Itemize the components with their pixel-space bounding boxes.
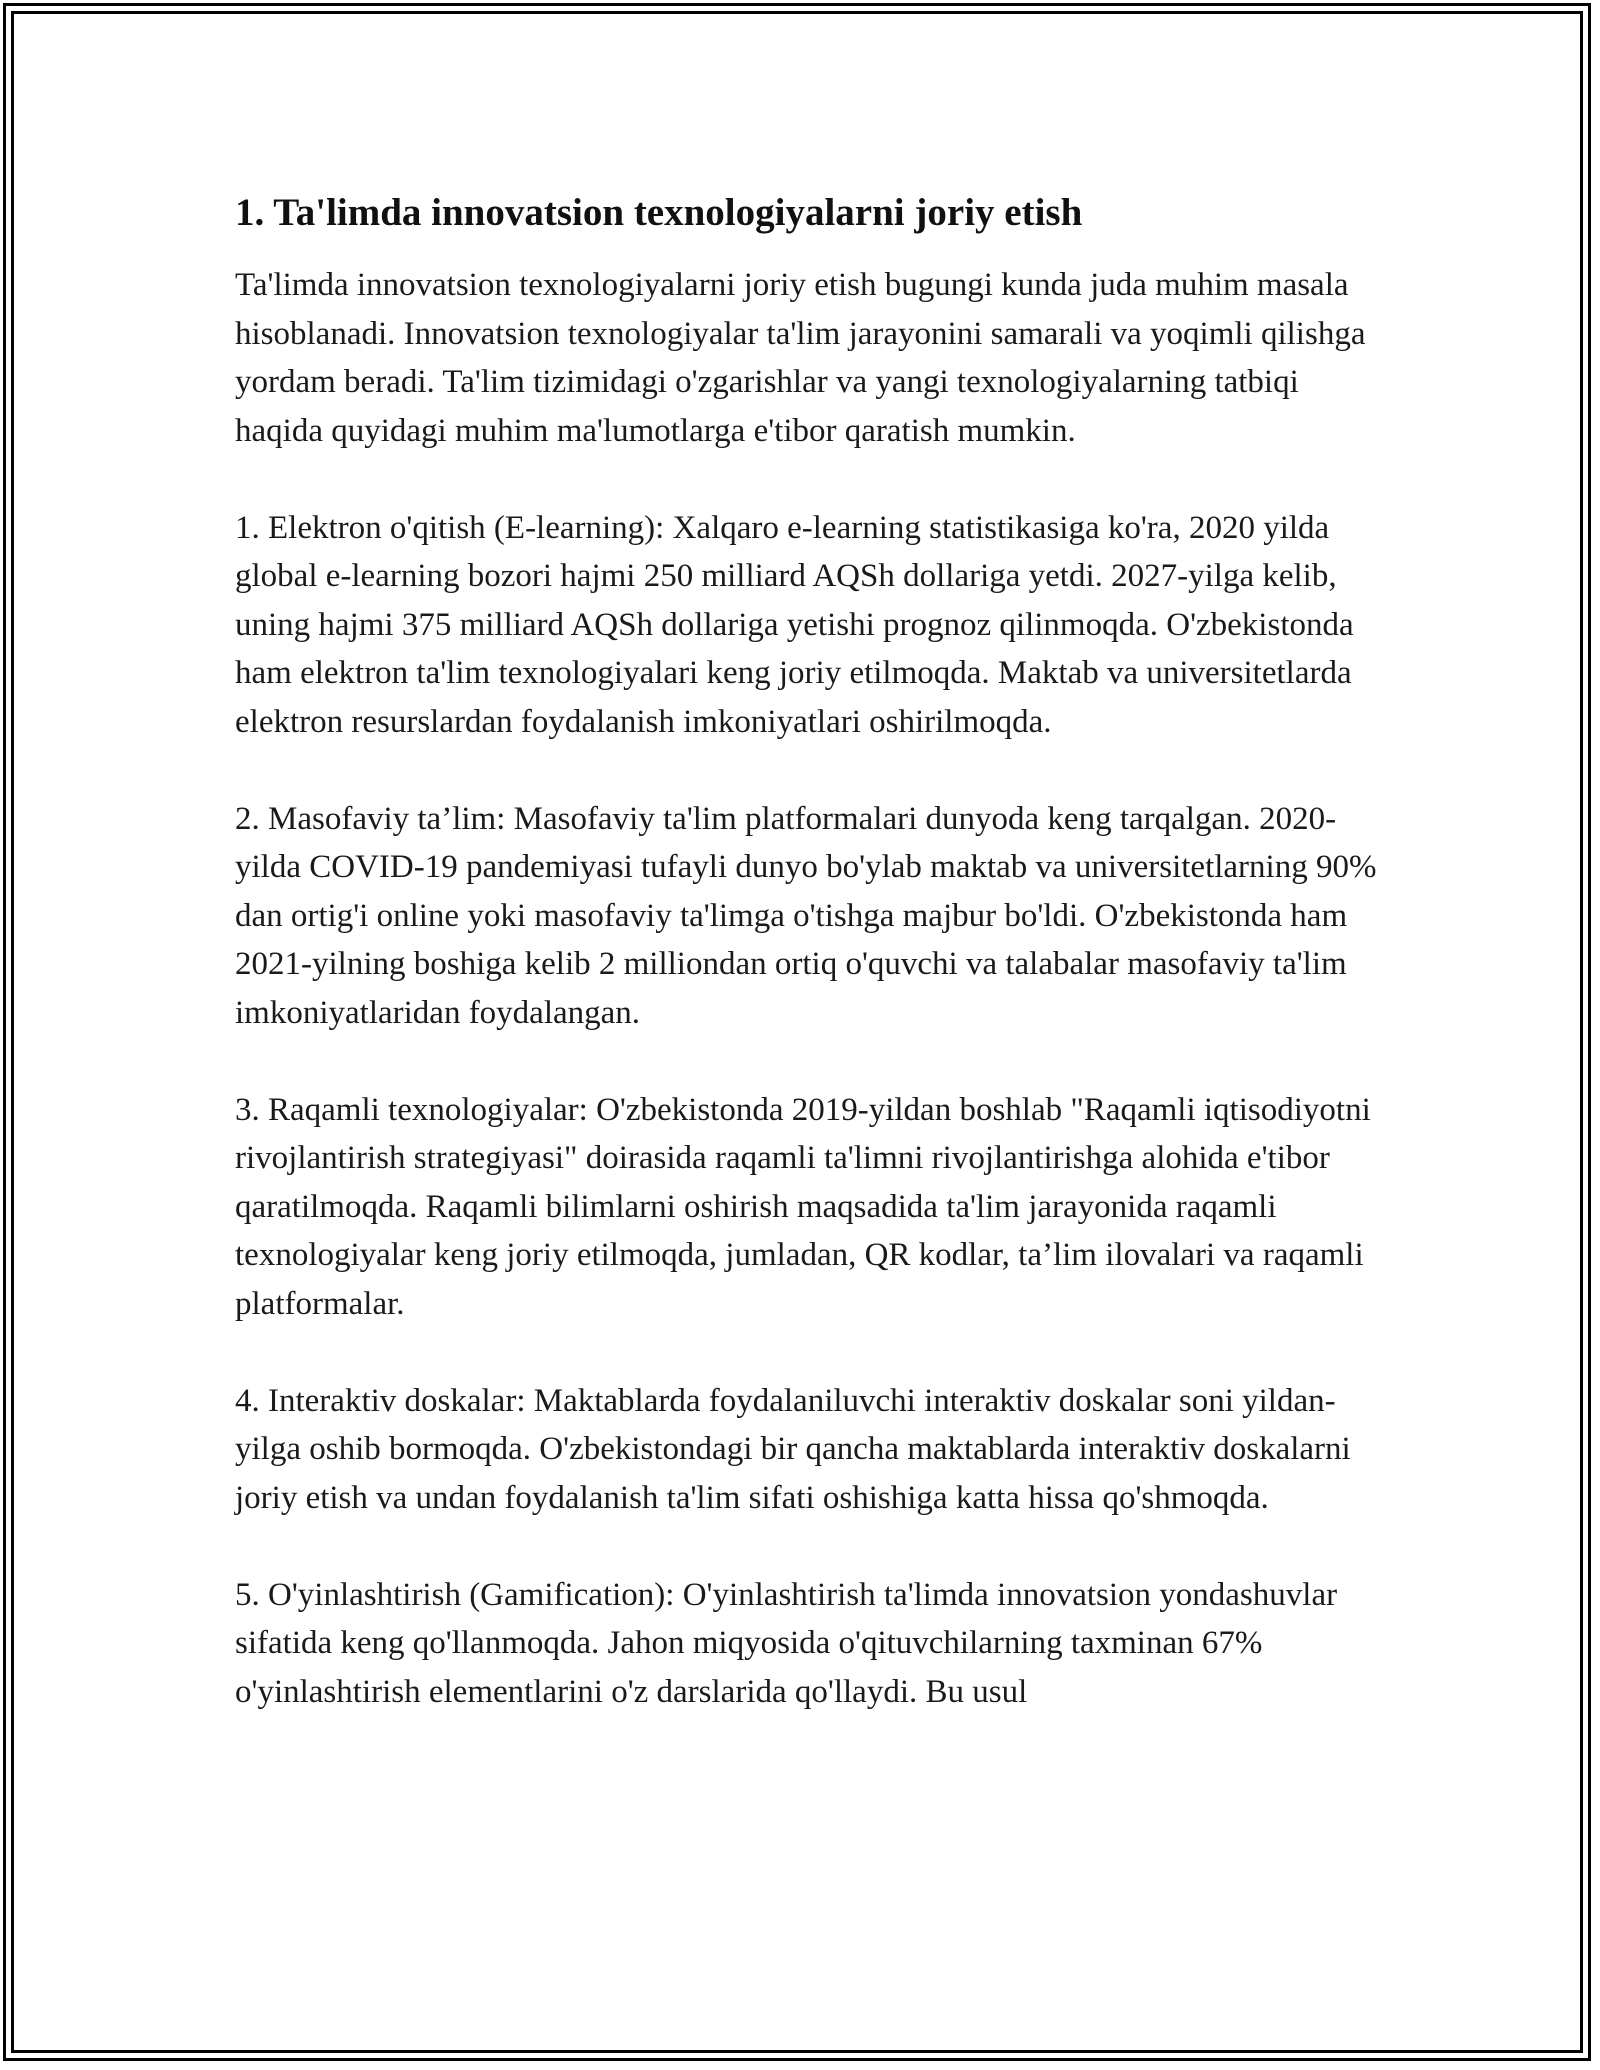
document-body — [235, 185, 1385, 1765]
paragraph-gamification: 5. O'yinlashtirish (Gamification): O'yinlashtirish ta'limda innovatsion yondashuvlar sifatida keng qo'llanmoqda. Jahon miqyosida o'qituvchilarning taxminan 67% o'yinlashtirish elementlarini o'z darslarida qo'llaydi. Bu usul — [235, 1576, 1338, 1710]
intro-paragraph: Ta'limda innovatsion texnologiyalarni joriy etish bugungi kunda juda muhim masala hisoblanadi. Innovatsion texnologiyalar ta'lim jarayonini samarali va yoqimli qilishga yordam beradi. Ta'lim tizimidagi o'zgarishlar va yangi texnologiyalarning tatbiqi haqida quyidagi muhim ma'lumotlarga e'tibor qaratish mumkin. — [235, 267, 1366, 449]
paragraph-interactive-boards: 4. Interaktiv doskalar: Maktablarda foydalaniluvchi interaktiv doskalar soni yildan-yilga oshib bormoqda. O'zbekistondagi bir qancha maktablarda interaktiv doskalarni joriy etish va undan foydalanish ta'lim sifati oshishiga katta hissa qo'shmoqda. — [235, 1382, 1351, 1516]
paragraph-digital-technologies: 3. Raqamli texnologiyalar: O'zbekistonda 2019-yildan boshlab "Raqamli iqtisodiyotni rivojlantirish strategiyasi" doirasida raqamli ta'limni rivojlantirishga alohida e'tibor qaratilmoqda. Raqamli bilimlarni oshirish maqsadida ta'lim jarayonida raqamli texnologiyalar keng joriy etilmoqda, jumladan, QR kodlar, ta’lim ilovalari va raqamli platformalar. — [235, 1091, 1371, 1322]
paragraph-distance-learning: 2. Masofaviy ta’lim: Masofaviy ta'lim platformalari dunyoda keng tarqalgan. 2020-yilda COVID-19 pandemiyasi tufayli dunyo bo'ylab maktab va universitetlarning 90% dan ortig'i online yoki masofaviy ta'limga o'tishga majbur bo'ldi. O'zbekistonda ham 2021-yilning boshiga kelib 2 milliondan ortiq o'quvchi va talabalar masofaviy ta'lim imkoniyatlaridan foydalangan. — [235, 800, 1377, 1031]
section-heading: 1. Ta'limda innovatsion texnologiyalarni joriy etish — [235, 191, 1083, 234]
paragraph-e-learning: 1. Elektron o'qitish (E-learning): Xalqaro e-learning statistikasiga ko'ra, 2020 yilda global e-learning bozori hajmi 250 milliard AQSh dollariga yetdi. 2027-yilga kelib, uning hajmi 375 milliard AQSh dollariga yetishi prognoz qilinmoqda. O'zbekistonda ham elektron ta'lim texnologiyalari keng joriy etilmoqda. Maktab va universitetlarda elektron resurslardan foydalanish imkoniyatlari oshirilmoqda. — [235, 509, 1354, 740]
